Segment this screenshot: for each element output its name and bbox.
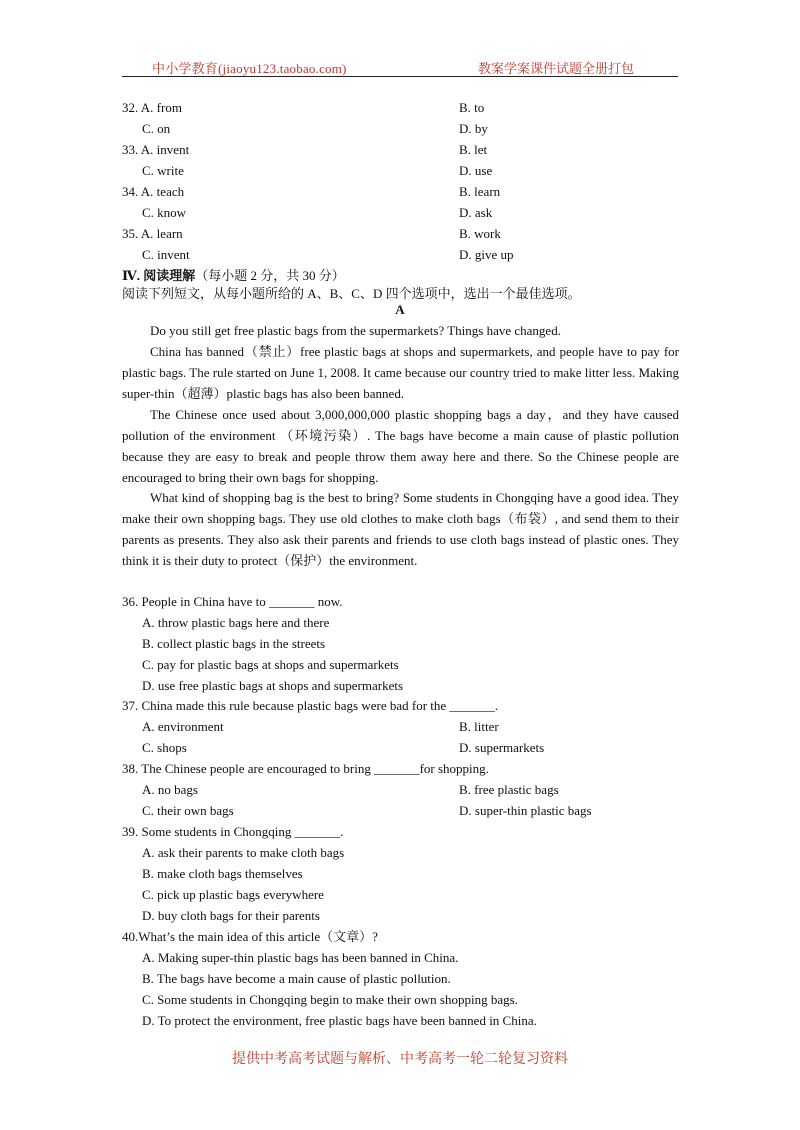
q36-option-d: D. use free plastic bags at shops and supermarkets [142, 678, 404, 693]
cloze-33-c: C. write [142, 163, 184, 178]
cloze-34-a: 34. A. teach [122, 184, 185, 199]
q38-option-a: A. no bags [142, 782, 198, 797]
question-37: 37. China made this rule because plastic bags were bad for the _______. [122, 698, 499, 713]
q40-option-a: A. Making super-thin plastic bags has been banned in China. [142, 950, 459, 965]
question-36: 36. People in China have to _______ now. [122, 594, 343, 609]
header-left-text: 中小学教育(jiaoyu123.taobao.com) [152, 61, 347, 76]
question-39: 39. Some students in Chongqing _______. [122, 824, 344, 839]
passage-paragraph-1: Do you still get free plastic bags from the supermarkets? Things have changed. [150, 323, 561, 338]
section-instruction: 阅读下列短文，从每小题所给的 A、B、C、D 四个选项中，选出一个最佳选项。 [122, 286, 581, 301]
passage-paragraph-3: The Chinese once used about 3,000,000,000 plastic shopping bags a day，and they have caused pollution of the environment （环境污染）. The bags have become a main cause of plastic pollution because they are easy to break and people throw them away here and there. So the Chinese people are encouraged to bring their own bags for shopping. [122, 407, 679, 485]
cloze-34-c: C. know [142, 205, 187, 220]
question-38: 38. The Chinese people are encouraged to bring _______for shopping. [122, 761, 489, 776]
q38-option-c: C. their own bags [142, 803, 234, 818]
q40-option-c: C. Some students in Chongqing begin to make their own shopping bags. [142, 992, 518, 1007]
q36-option-c: C. pay for plastic bags at shops and supermarkets [142, 657, 399, 672]
cloze-32-c: C. on [142, 121, 171, 136]
cloze-32-b: B. to [459, 100, 485, 115]
section-heading [122, 265, 345, 284]
cloze-33-a: 33. A. invent [122, 142, 190, 157]
cloze-34-d: D. ask [459, 205, 493, 220]
q36-option-b: B. collect plastic bags in the streets [142, 636, 326, 651]
cloze-32-a: 32. A. from [122, 100, 182, 115]
q40-option-d: D. To protect the environment, free plastic bags have been banned in China. [142, 1013, 537, 1028]
q38-option-d: D. super-thin plastic bags [459, 803, 592, 818]
passage-label: A [395, 302, 405, 317]
q37-option-c: C. shops [142, 740, 187, 755]
cloze-35-d: D. give up [459, 247, 514, 262]
q39-option-b: B. make cloth bags themselves [142, 866, 303, 881]
cloze-33-d: D. use [459, 163, 493, 178]
section-title: Ⅳ. 阅读理解 [122, 268, 196, 283]
q37-option-b: B. litter [459, 719, 499, 734]
q39-option-c: C. pick up plastic bags everywhere [142, 887, 324, 902]
q39-option-a: A. ask their parents to make cloth bags [142, 845, 345, 860]
q36-option-a: A. throw plastic bags here and there [142, 615, 330, 630]
q37-option-a: A. environment [142, 719, 224, 734]
passage-paragraph-2: China has banned（禁止）free plastic bags at shops and supermarkets, and people have to pay for plastic bags. The rule started on June 1, 2008. It came because our country tried to make litter less. Making super-thin（超薄）plastic bags has also been banned. [122, 344, 679, 401]
page-footer: 提供中考高考试题与解析、中考高考一轮二轮复习资料 [232, 1052, 568, 1067]
cloze-35-a: 35. A. learn [122, 226, 183, 241]
page-header [122, 58, 678, 77]
passage-paragraph-4: What kind of shopping bag is the best to bring? Some students in Chongqing have a good idea. They make their own shopping bags. They use old clothes to make cloth bags（布袋）, and send them to their parents as presents. They also ask their parents and friends to use cloth bags instead of plastic ones. They think it is their duty to protect（保护）the environment. [122, 490, 679, 568]
question-40: 40.What’s the main idea of this article（文章）? [122, 929, 378, 944]
q38-option-b: B. free plastic bags [459, 782, 559, 797]
q37-option-d: D. supermarkets [459, 740, 545, 755]
cloze-35-c: C. invent [142, 247, 190, 262]
cloze-34-b: B. learn [459, 184, 501, 199]
header-right-text: 教案学案课件试题全册打包 [478, 61, 635, 76]
q39-option-d: D. buy cloth bags for their parents [142, 908, 320, 923]
q40-option-b: B. The bags have become a main cause of plastic pollution. [142, 971, 451, 986]
cloze-35-b: B. work [459, 226, 501, 241]
section-score: （每小题 2 分，共 30 分） [195, 268, 345, 283]
cloze-33-b: B. let [459, 142, 488, 157]
cloze-32-d: D. by [459, 121, 488, 136]
